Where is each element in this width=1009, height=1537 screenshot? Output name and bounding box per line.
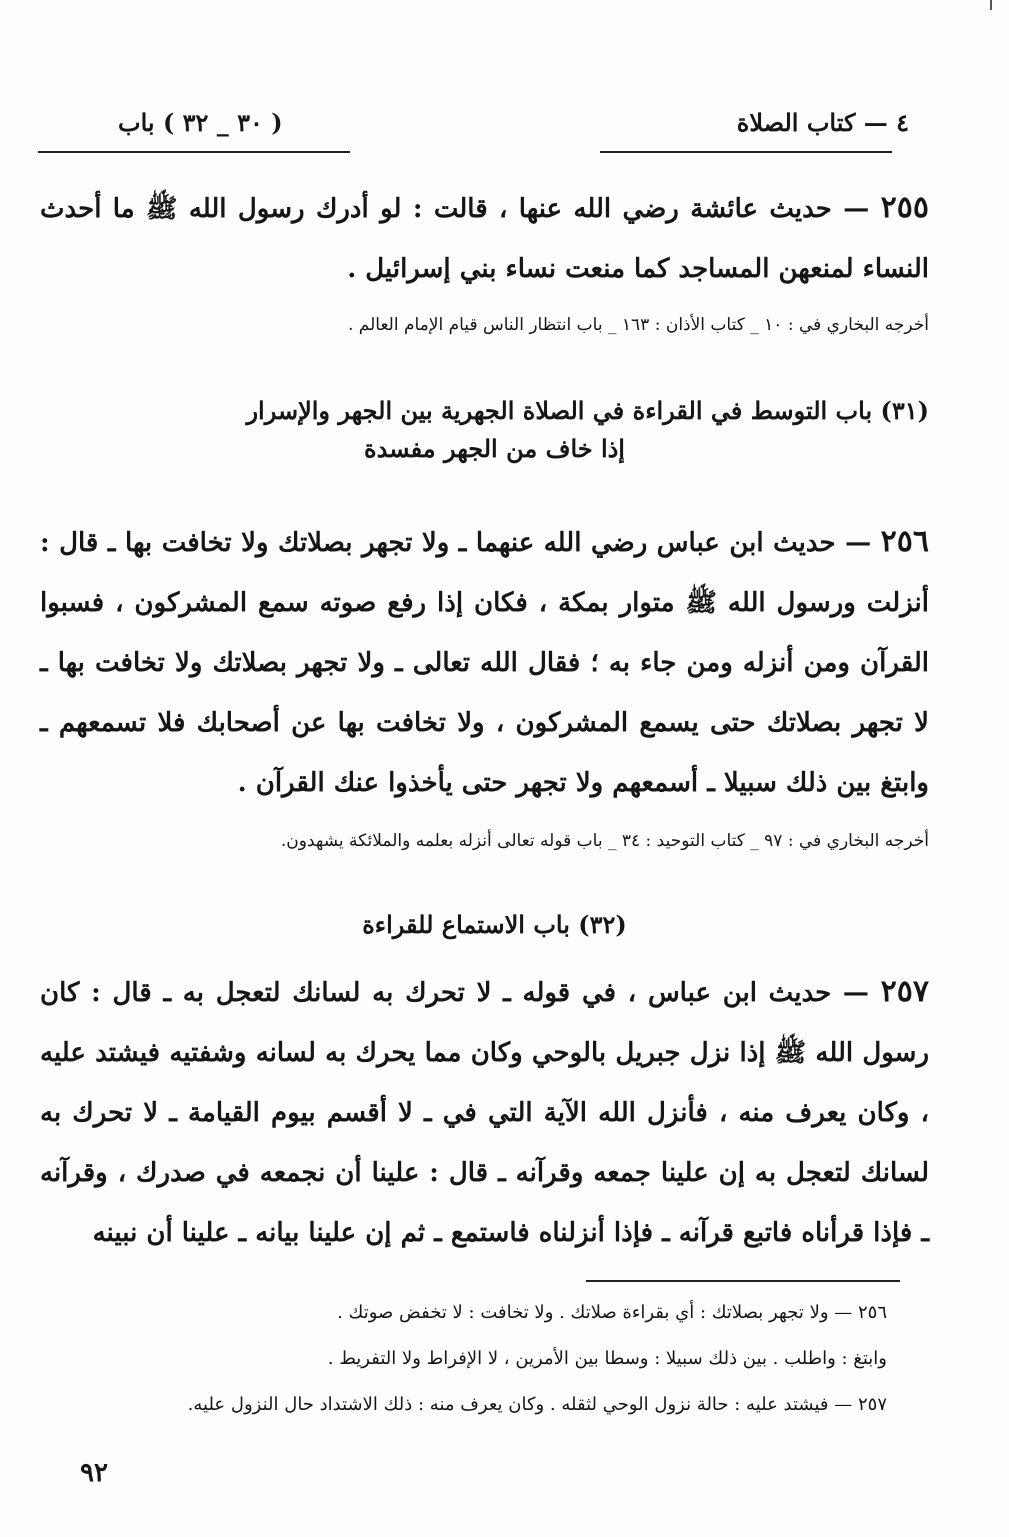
hadith-text: — حديث ابن عباس رضي الله عنهما ـ ولا تجهر بصلاتك ولا تخافت بها ـ قال : أنزلت ورسول الله ﷺ متوار بمكة ، فكان إذا رفع صوته سمع المشركون ، فسبوا القرآن ومن أنزله ومن جاء به ؛ فقال الله تعالى ـ ولا تجهر بصلاتك ولا تخافت بها ـ لا تجهر بصلاتك حتى يسمع المشركون ، ولا تخافت بها عن أصحابك فلا تسمعهم ـ وابتغ بين ذلك سبيلا ـ أسمعهم ولا تجهر حتى يأخذوا عنك القرآن . [40,528,929,798]
header-chapter-title: ٤ — كتاب الصلاة [736,108,909,137]
running-header [40,108,969,148]
hadith-257 [40,962,929,1263]
corner-mark [990,0,992,10]
hadith-text: — حديث ابن عباس ، في قوله ـ لا تحرك به لسانك لتعجل به ـ قال : كان رسول الله ﷺ إذا نزل جبريل بالوحي وكان مما يحرك به لسانه وشفتيه فيشتد عليه ، وكان يعرف منه ، فأنزل الله الآية التي في ـ لا أقسم بيوم القيامة ـ لا تحرك به لسانك لتعجل به إن علينا جمعه وقرآنه ـ قال : علينا أن نجمعه في صدرك ، وقرآنه ـ فإذا قرأناه فاتبع قرآنه ـ فإذا أنزلناه فاستمع ـ ثم إن علينا بيانه ـ علينا أن نبينه [40,978,930,1248]
chapter-subtitle: إذا خاف من الجهر مفسدة [364,434,625,463]
footnote-item: ٢٥٧ — فيشتد عليه : حالة نزول الوحي لثقله . وكان يعرف منه : ذلك الاشتداد حال النزول عليه. [187,1394,887,1415]
header-rule [38,151,350,153]
header-rule [600,151,892,153]
header-section-range: ( ٣٠ _ ٣٢ ) باب [118,108,283,137]
hadith-255-source: أخرجه البخاري في : ١٠ _ كتاب الأذان : ١٦٣ _ باب انتظار الناس قيام الإمام العالم . [347,315,929,335]
footnote-item: وابتغ : واطلب . بين ذلك سبيلا : وسطا بين الأمرين ، لا الإفراط ولا التفريط . [327,1348,887,1369]
footnote-item: ٢٥٦ — ولا تجهر بصلاتك : أي بقراءة صلاتك . ولا تخافت : لا تخفض صوتك . [337,1302,887,1323]
hadith-number: ٢٥٧ [880,974,929,1009]
chapter-31-heading [60,392,929,468]
footnotes [60,1290,887,1428]
hadith-number: ٢٥٥ [880,190,929,225]
hadith-number: ٢٥٦ [880,524,929,559]
page-number: ٩٢ [80,1458,108,1488]
footnote-rule [586,1280,900,1282]
hadith-text: — حديث عائشة رضي الله عنها ، قالت : لو أدرك رسول الله ﷺ ما أحدث النساء لمنعهن المساجد كما منعت نساء بني إسرائيل . [40,194,929,284]
chapter-title: (٣٢) باب الاستماع للقراءة [362,910,627,939]
hadith-256-source: أخرجه البخاري في : ٩٧ _ كتاب التوحيد : ٣٤ _ باب قوله تعالى أنزله بعلمه والملائكة يشهدون. [280,831,929,851]
chapter-32-heading [60,906,929,944]
hadith-255 [40,178,929,299]
chapter-title: (٣١) باب التوسط في القراءة في الصلاة الجهرية بين الجهر والإسرار [246,396,929,425]
hadith-256 [40,512,929,813]
